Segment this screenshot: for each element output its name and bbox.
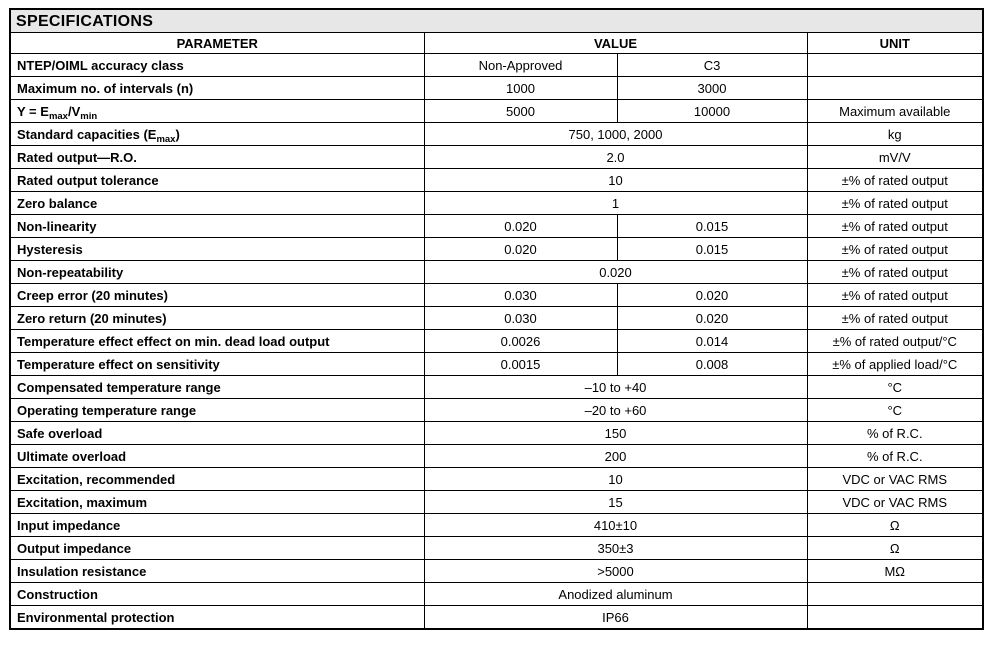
unit-cell: ±% of rated output — [807, 192, 983, 215]
value-cell: 10 — [424, 169, 807, 192]
unit-cell: Maximum available — [807, 100, 983, 123]
table-title-row — [10, 9, 983, 33]
table-row — [10, 376, 983, 399]
unit-cell: % of R.C. — [807, 422, 983, 445]
param-cell: Operating temperature range — [10, 399, 424, 422]
value-cell: 350±3 — [424, 537, 807, 560]
unit-cell: °C — [807, 399, 983, 422]
value-cell: 10 — [424, 468, 807, 491]
table-row — [10, 560, 983, 583]
value-cell: 0.020 — [424, 215, 617, 238]
table-row — [10, 353, 983, 376]
table-row — [10, 399, 983, 422]
table-row — [10, 330, 983, 353]
value-cell: 200 — [424, 445, 807, 468]
value-cell: 0.030 — [424, 284, 617, 307]
unit-cell: ±% of rated output — [807, 215, 983, 238]
param-cell: Excitation, maximum — [10, 491, 424, 514]
unit-cell: VDC or VAC RMS — [807, 468, 983, 491]
table-row — [10, 537, 983, 560]
value-cell: C3 — [617, 54, 807, 77]
param-cell: Ultimate overload — [10, 445, 424, 468]
unit-cell: VDC or VAC RMS — [807, 491, 983, 514]
param-cell: Excitation, recommended — [10, 468, 424, 491]
table-row — [10, 514, 983, 537]
spec-table — [9, 8, 984, 630]
table-row — [10, 192, 983, 215]
table-row — [10, 77, 983, 100]
unit-cell: mV/V — [807, 146, 983, 169]
value-cell: 0.0026 — [424, 330, 617, 353]
value-cell: 0.030 — [424, 307, 617, 330]
unit-cell: ±% of rated output/°C — [807, 330, 983, 353]
table-row — [10, 422, 983, 445]
param-cell: Rated output tolerance — [10, 169, 424, 192]
table-header-row — [10, 33, 983, 54]
unit-cell: ±% of rated output — [807, 307, 983, 330]
table-row — [10, 606, 983, 630]
param-cell: Output impedance — [10, 537, 424, 560]
value-cell: 410±10 — [424, 514, 807, 537]
table-row — [10, 307, 983, 330]
param-cell: Construction — [10, 583, 424, 606]
value-cell: 1 — [424, 192, 807, 215]
unit-cell: ±% of rated output — [807, 238, 983, 261]
table-row — [10, 261, 983, 284]
table-row — [10, 491, 983, 514]
table-row — [10, 169, 983, 192]
value-cell: 0.008 — [617, 353, 807, 376]
param-cell: Creep error (20 minutes) — [10, 284, 424, 307]
value-cell: –10 to +40 — [424, 376, 807, 399]
param-cell: NTEP/OIML accuracy class — [10, 54, 424, 77]
unit-cell: ±% of rated output — [807, 284, 983, 307]
param-cell: Temperature effect effect on min. dead load output — [10, 330, 424, 353]
value-cell: IP66 — [424, 606, 807, 630]
unit-cell — [807, 606, 983, 630]
table-row — [10, 238, 983, 261]
unit-cell: °C — [807, 376, 983, 399]
value-cell: 2.0 — [424, 146, 807, 169]
value-cell: 0.020 — [617, 307, 807, 330]
param-cell: Zero balance — [10, 192, 424, 215]
unit-cell: kg — [807, 123, 983, 146]
unit-cell: ±% of rated output — [807, 261, 983, 284]
param-cell: Environmental protection — [10, 606, 424, 630]
value-cell: Non-Approved — [424, 54, 617, 77]
value-cell: >5000 — [424, 560, 807, 583]
value-cell: 0.015 — [617, 215, 807, 238]
table-row — [10, 54, 983, 77]
unit-cell: Ω — [807, 537, 983, 560]
param-cell: Hysteresis — [10, 238, 424, 261]
col-header-parameter: PARAMETER — [10, 33, 424, 54]
param-cell: Zero return (20 minutes) — [10, 307, 424, 330]
value-cell: 5000 — [424, 100, 617, 123]
value-cell: 0.020 — [424, 261, 807, 284]
table-row — [10, 100, 983, 123]
param-cell: Compensated temperature range — [10, 376, 424, 399]
value-cell: 3000 — [617, 77, 807, 100]
param-cell: Maximum no. of intervals (n) — [10, 77, 424, 100]
table-row — [10, 468, 983, 491]
unit-cell — [807, 77, 983, 100]
value-cell: 150 — [424, 422, 807, 445]
value-cell: 0.014 — [617, 330, 807, 353]
value-cell: Anodized aluminum — [424, 583, 807, 606]
value-cell: 750, 1000, 2000 — [424, 123, 807, 146]
unit-cell — [807, 54, 983, 77]
table-row — [10, 284, 983, 307]
unit-cell: % of R.C. — [807, 445, 983, 468]
unit-cell: Ω — [807, 514, 983, 537]
unit-cell: ±% of rated output — [807, 169, 983, 192]
value-cell: 0.0015 — [424, 353, 617, 376]
value-cell: 0.020 — [424, 238, 617, 261]
param-cell: Input impedance — [10, 514, 424, 537]
table-row — [10, 215, 983, 238]
col-header-value: VALUE — [424, 33, 807, 54]
param-cell: Insulation resistance — [10, 560, 424, 583]
value-cell: 0.015 — [617, 238, 807, 261]
param-cell: Temperature effect on sensitivity — [10, 353, 424, 376]
param-cell: Non-repeatability — [10, 261, 424, 284]
table-title: SPECIFICATIONS — [10, 9, 983, 33]
value-cell: 15 — [424, 491, 807, 514]
table-row — [10, 123, 983, 146]
param-cell: Non-linearity — [10, 215, 424, 238]
table-row — [10, 583, 983, 606]
table-row — [10, 445, 983, 468]
unit-cell: ±% of applied load/°C — [807, 353, 983, 376]
value-cell: 10000 — [617, 100, 807, 123]
spec-table-body — [10, 54, 983, 630]
param-cell: Rated output—R.O. — [10, 146, 424, 169]
value-cell: 0.020 — [617, 284, 807, 307]
param-cell: Standard capacities $(E_{max})$ — [10, 123, 424, 146]
unit-cell: MΩ — [807, 560, 983, 583]
col-header-unit: UNIT — [807, 33, 983, 54]
param-cell: $Y = E_{max}/V_{min}$ — [10, 100, 424, 123]
unit-cell — [807, 583, 983, 606]
param-cell: Safe overload — [10, 422, 424, 445]
table-row — [10, 146, 983, 169]
value-cell: 1000 — [424, 77, 617, 100]
value-cell: –20 to +60 — [424, 399, 807, 422]
